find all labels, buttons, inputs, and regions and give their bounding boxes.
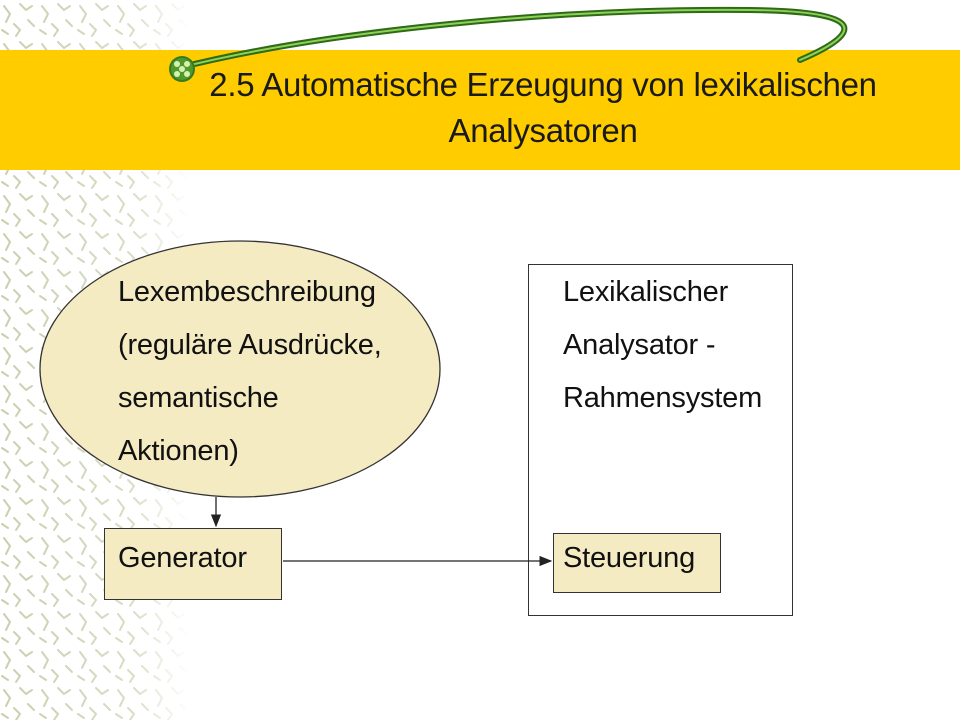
frame-line-2: Analysator - [563, 329, 716, 361]
lexem-line-4: Aktionen) [118, 435, 239, 467]
steuerung-label: Steuerung [563, 542, 696, 574]
generator-label: Generator [118, 542, 247, 574]
lexem-line-3: semantische [118, 382, 279, 414]
lexem-line-2: (reguläre Ausdrücke, [118, 329, 382, 361]
lexem-line-1: Lexembeschreibung [118, 276, 376, 308]
frame-line-3: Rahmensystem [563, 382, 763, 414]
slide-title: 2.5 Automatische Erzeugung von lexikalischen Analysatoren [209, 66, 877, 149]
frame-line-1: Lexikalischer [563, 276, 729, 308]
